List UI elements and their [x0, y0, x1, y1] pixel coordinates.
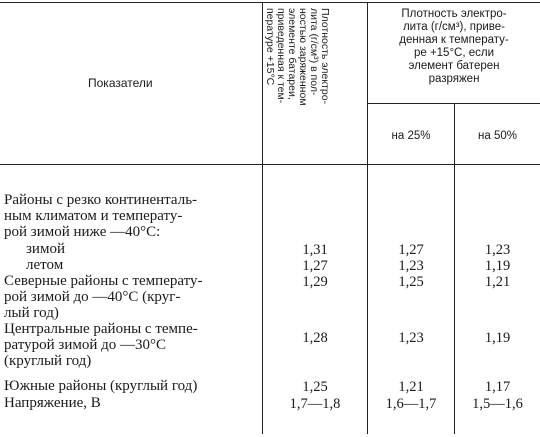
cell-density-charged: 1,25	[302, 379, 328, 395]
cell-density-50: 1,17	[484, 379, 511, 395]
cell-density-charged: 1,27	[302, 258, 328, 274]
row-label-line: Северные районы с температу-	[4, 273, 203, 289]
header-density-charged-line: приведенная к тем-	[275, 8, 287, 104]
header-bottom-rule	[0, 164, 540, 165]
cell-density-charged: 1,31	[302, 242, 328, 258]
cell-density-charged: 1,7—1,8	[289, 396, 341, 412]
header-density-discharged-line: лита (г/см³), приве-	[402, 21, 506, 33]
header-indicators: Показатели	[88, 76, 153, 90]
header-density-discharged-line: денная к температу-	[399, 34, 509, 46]
row-label-line: рой зимой ниже —40°С:	[4, 224, 161, 240]
row-label-line: ным климатом и температу-	[4, 208, 183, 224]
header-density-charged	[264, 8, 330, 106]
cell-density-50: 1,23	[484, 242, 511, 258]
row-label-line: ратурой зимой до —30°С	[4, 337, 167, 353]
header-density-charged-line: ностью заряженном	[297, 8, 309, 106]
header-density-charged-line: лита (г/см³) в пол-	[308, 8, 320, 96]
col-divider-1	[262, 2, 263, 434]
header-density-discharged-line: ре +15°С, если	[413, 47, 495, 59]
header-density-charged-line: элементе батареи,	[286, 8, 298, 100]
cell-density-25: 1,6—1,7	[385, 396, 437, 412]
header-density-discharged-line: элемент батерен	[408, 60, 500, 72]
cell-density-25: 1,23	[398, 330, 424, 346]
row-label-line: Напряжение, В	[4, 395, 101, 411]
row-label-line: рой зимой до —40°С (круг-	[4, 289, 181, 305]
cell-density-50: 1,21	[484, 274, 511, 290]
col-divider-2	[367, 2, 368, 434]
row-label-line: зимой	[26, 241, 65, 257]
row-label-line: Районы с резко континенталь-	[4, 192, 198, 208]
cell-density-charged: 1,28	[302, 330, 328, 346]
top-rule	[0, 2, 540, 3]
row-label-line: Южные районы (круглый год)	[4, 378, 198, 394]
cell-density-50: 1,19	[484, 258, 511, 274]
cell-density-25: 1,25	[398, 274, 424, 290]
cell-density-25: 1,27	[398, 242, 424, 258]
header-25-percent: на 25%	[391, 130, 431, 142]
header-density-charged-line: Плотность электро-	[319, 8, 331, 105]
row-label-line: лый год)	[4, 305, 59, 321]
header-50-percent: на 50%	[478, 130, 517, 142]
row-label-line: летом	[26, 257, 64, 273]
cell-density-50: 1,5—1,6	[472, 396, 523, 412]
row-label-line: (круглый год)	[4, 353, 92, 369]
cell-density-50: 1,19	[484, 330, 511, 346]
row-label-line: Центральные районы с темпе-	[4, 321, 198, 337]
header-density-discharged-line: разряжен	[428, 73, 480, 85]
header-density-charged-line: пературе +15°С	[264, 8, 276, 86]
header-density-discharged	[372, 8, 536, 86]
header-density-discharged-line: Плотность электро-	[401, 8, 507, 20]
cell-density-25: 1,23	[398, 258, 424, 274]
cell-density-charged: 1,29	[302, 274, 328, 290]
cell-density-25: 1,21	[398, 379, 424, 395]
